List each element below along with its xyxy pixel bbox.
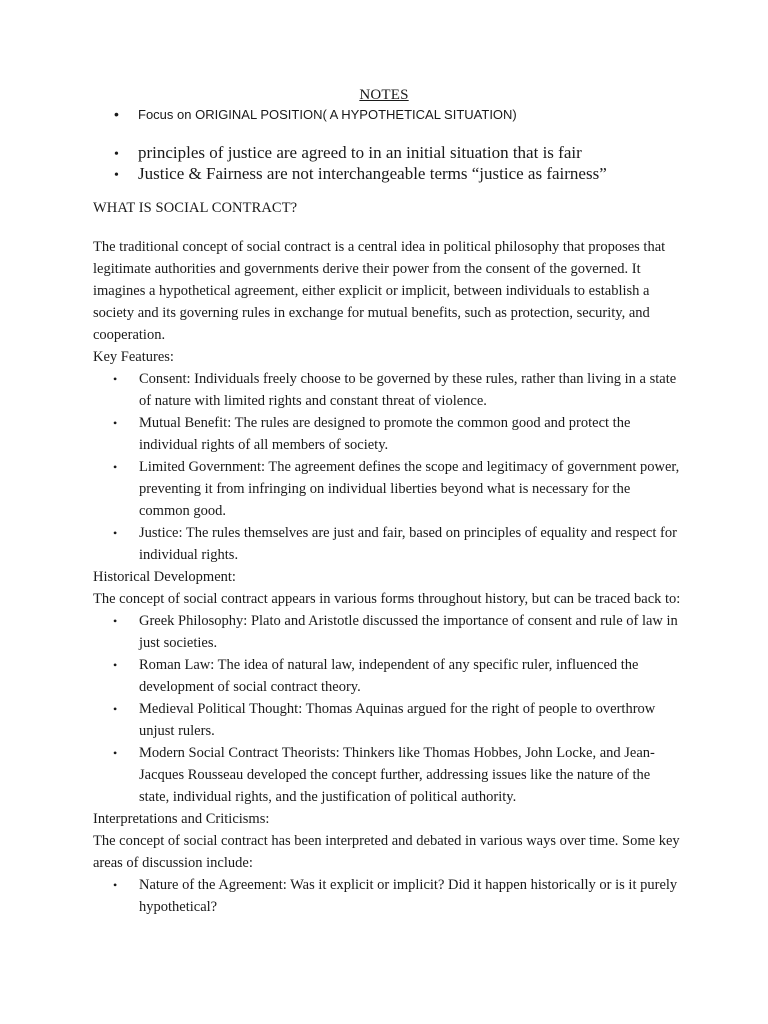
top-bullet-3 <box>114 164 607 184</box>
key-features-list <box>93 368 683 566</box>
bullet-icon: • <box>113 658 118 672</box>
section-body <box>93 236 683 918</box>
historical-list <box>93 610 683 808</box>
top-bullet-1 <box>114 106 517 122</box>
top-bullet-text: Focus on ORIGINAL POSITION( A HYPOTHETICAL SITUATION) <box>138 107 517 122</box>
list-item: • Limited Government: The agreement defines the scope and legitimacy of government power, preventing it from infringing on individual liberties beyond what is necessary for the common good. <box>93 456 683 522</box>
historical-label: Historical Development: <box>93 569 236 585</box>
list-item: • Modern Social Contract Theorists: Thinkers like Thomas Hobbes, John Locke, and Jean-Jacques Rousseau developed the concept further, addressing issues like the nature of the state, individual rights, and the justification of political authority. <box>93 742 683 808</box>
top-bullet-2 <box>114 143 582 163</box>
historical-intro: The concept of social contract appears in various forms throughout history, but can be traced back to: <box>93 591 681 607</box>
intro-paragraph: The traditional concept of social contract is a central idea in political philosophy that proposes that legitimate authorities and governments derive their power from the consent of the governed. It imagines a hypothetical agreement, either explicit or implicit, between individuals to establish a society and its governing rules in exchange for mutual benefits, such as protection, security, and cooperation. <box>93 239 666 343</box>
list-item: • Roman Law: The idea of natural law, independent of any specific ruler, influenced the development of social contract theory. <box>93 654 683 698</box>
bullet-icon: • <box>114 106 119 122</box>
list-item: • Consent: Individuals freely choose to be governed by these rules, rather than living in a state of nature with limited rights and constant threat of violence. <box>93 368 683 412</box>
bullet-icon: • <box>113 460 118 474</box>
key-features-label: Key Features: <box>93 349 174 365</box>
bullet-icon: • <box>113 702 118 716</box>
bullet-icon: • <box>114 168 119 183</box>
list-item: • Medieval Political Thought: Thomas Aquinas argued for the right of people to overthrow unjust rulers. <box>93 698 683 742</box>
interpretations-list <box>93 874 683 918</box>
list-item: • Nature of the Agreement: Was it explicit or implicit? Did it happen historically or is it purely hypothetical? <box>93 874 683 918</box>
bullet-icon: • <box>113 878 118 892</box>
interpretations-label: Interpretations and Criticisms: <box>93 811 270 827</box>
bullet-icon: • <box>113 416 118 430</box>
list-item: • Mutual Benefit: The rules are designed to promote the common good and protect the individual rights of all members of society. <box>93 412 683 456</box>
top-bullet-text: Justice & Fairness are not interchangeable terms “justice as fairness” <box>138 164 607 183</box>
bullet-icon: • <box>113 526 118 540</box>
bullet-icon: • <box>113 746 118 760</box>
top-bullet-text: principles of justice are agreed to in an initial situation that is fair <box>138 143 582 162</box>
section-heading: WHAT IS SOCIAL CONTRACT? <box>93 200 298 216</box>
bullet-icon: • <box>113 372 118 386</box>
bullet-icon: • <box>114 147 119 162</box>
interpretations-intro: The concept of social contract has been interpreted and debated in various ways over time. Some key areas of discussion include: <box>93 833 680 871</box>
list-item: • Justice: The rules themselves are just and fair, based on principles of equality and respect for individual rights. <box>93 522 683 566</box>
list-item: • Greek Philosophy: Plato and Aristotle discussed the importance of consent and rule of law in just societies. <box>93 610 683 654</box>
bullet-icon: • <box>113 614 118 628</box>
page-title: NOTES <box>359 87 409 103</box>
